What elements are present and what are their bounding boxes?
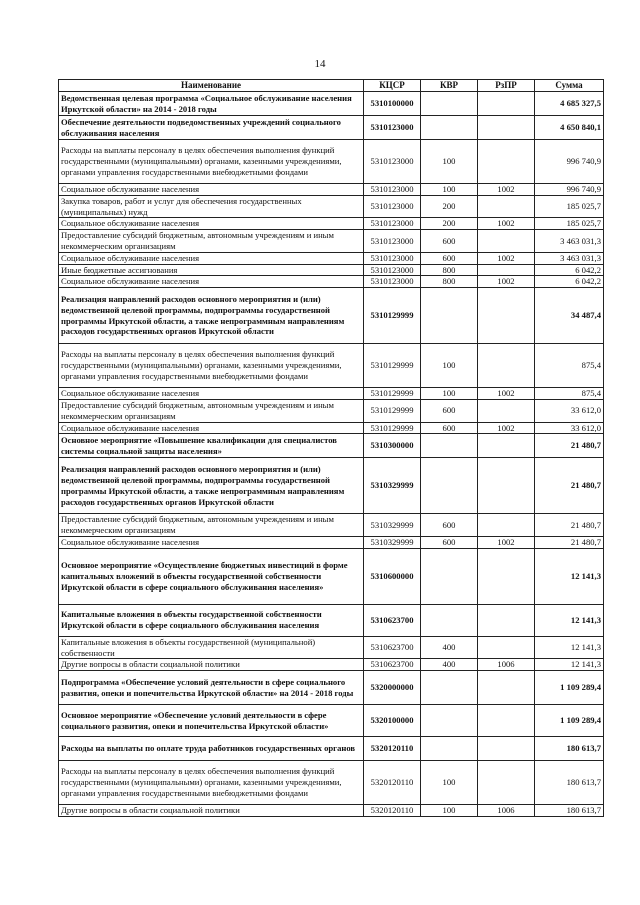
row-name-cell: Социальное обслуживание населения	[59, 218, 364, 230]
row-kcsr-cell: 5310129999	[364, 388, 421, 400]
row-kvr-cell: 200	[421, 218, 478, 230]
row-sum-cell: 6 042,2	[535, 264, 604, 276]
row-kvr-cell: 100	[421, 761, 478, 805]
row-sum-cell: 21 480,7	[535, 536, 604, 548]
row-kvr-cell	[421, 671, 478, 705]
row-name-cell: Социальное обслуживание населения	[59, 252, 364, 264]
row-kcsr-cell: 5310123000	[364, 230, 421, 253]
row-name-cell: Иные бюджетные ассигнования	[59, 264, 364, 276]
row-kcsr-cell: 5310123000	[364, 218, 421, 230]
table-row	[59, 252, 604, 264]
row-rzpr-cell	[478, 288, 535, 344]
row-name-cell: Расходы на выплаты персоналу в целях обеспечения выполнения функций государственными (муниципальными) органами, казенными учреждениями, органами управления государственными внебюджетными фондами	[59, 761, 364, 805]
header-kvr: КВР	[421, 80, 478, 92]
row-name-cell: Ведомственная целевая программа «Социальное обслуживание населения Иркутской области» на 2014 - 2018 годы	[59, 92, 364, 116]
table-row	[59, 195, 604, 218]
table-row	[59, 184, 604, 196]
table-row	[59, 705, 604, 737]
row-kcsr-cell: 5320120110	[364, 737, 421, 761]
row-kcsr-cell: 5310123000	[364, 276, 421, 288]
row-kvr-cell	[421, 92, 478, 116]
row-sum-cell: 21 480,7	[535, 458, 604, 514]
row-kvr-cell	[421, 458, 478, 514]
row-sum-cell: 3 463 031,3	[535, 230, 604, 253]
row-kvr-cell: 100	[421, 184, 478, 196]
row-sum-cell: 33 612,0	[535, 422, 604, 434]
table-row	[59, 116, 604, 140]
row-rzpr-cell	[478, 230, 535, 253]
row-kvr-cell: 600	[421, 514, 478, 537]
row-sum-cell: 21 480,7	[535, 514, 604, 537]
table-row	[59, 422, 604, 434]
row-rzpr-cell: 1006	[478, 659, 535, 671]
row-rzpr-cell	[478, 399, 535, 422]
row-sum-cell: 33 612,0	[535, 399, 604, 422]
row-name-cell: Социальное обслуживание населения	[59, 184, 364, 196]
row-kvr-cell	[421, 116, 478, 140]
row-sum-cell: 4 650 840,1	[535, 116, 604, 140]
row-rzpr-cell	[478, 737, 535, 761]
row-name-cell: Расходы на выплаты по оплате труда работников государственных органов	[59, 737, 364, 761]
header-kcsr: КЦСР	[364, 80, 421, 92]
row-sum-cell: 12 141,3	[535, 548, 604, 604]
row-kvr-cell: 400	[421, 636, 478, 659]
row-kvr-cell: 100	[421, 140, 478, 184]
row-rzpr-cell: 1002	[478, 184, 535, 196]
row-sum-cell: 996 740,9	[535, 140, 604, 184]
row-rzpr-cell	[478, 264, 535, 276]
row-rzpr-cell: 1002	[478, 536, 535, 548]
row-sum-cell: 875,4	[535, 344, 604, 388]
row-kcsr-cell: 5320100000	[364, 705, 421, 737]
row-sum-cell: 12 141,3	[535, 636, 604, 659]
row-sum-cell: 1 109 289,4	[535, 671, 604, 705]
table-header-row	[59, 80, 604, 92]
header-name: Наименование	[59, 80, 364, 92]
row-rzpr-cell	[478, 116, 535, 140]
row-name-cell: Капитальные вложения в объекты государственной собственности Иркутской области в сфере социального обслуживания населения	[59, 604, 364, 636]
row-sum-cell: 12 141,3	[535, 659, 604, 671]
row-name-cell: Предоставление субсидий бюджетным, автономным учреждениям и иным некоммерческим организациям	[59, 230, 364, 253]
row-kcsr-cell: 5310123000	[364, 252, 421, 264]
row-rzpr-cell	[478, 761, 535, 805]
row-kcsr-cell: 5310623700	[364, 636, 421, 659]
row-kcsr-cell: 5310123000	[364, 116, 421, 140]
table-row	[59, 636, 604, 659]
row-kcsr-cell: 5310300000	[364, 434, 421, 458]
table-row	[59, 536, 604, 548]
row-kvr-cell: 600	[421, 422, 478, 434]
row-name-cell: Основное мероприятие «Повышение квалификации для специалистов системы социальной защиты населения»	[59, 434, 364, 458]
table-row	[59, 399, 604, 422]
row-kvr-cell: 100	[421, 344, 478, 388]
row-sum-cell: 34 487,4	[535, 288, 604, 344]
table-row	[59, 805, 604, 817]
table-row	[59, 737, 604, 761]
row-sum-cell: 1 109 289,4	[535, 705, 604, 737]
row-name-cell: Предоставление субсидий бюджетным, автономным учреждениям и иным некоммерческим организациям	[59, 514, 364, 537]
row-kcsr-cell: 5310100000	[364, 92, 421, 116]
row-name-cell: Капитальные вложения в объекты государственной (муниципальной) собственности	[59, 636, 364, 659]
row-name-cell: Закупка товаров, работ и услуг для обеспечения государственных (муниципальных) нужд	[59, 195, 364, 218]
row-name-cell: Основное мероприятие «Обеспечение условий деятельности в сфере социального развития, опеки и попечительства Иркутской области»	[59, 705, 364, 737]
row-kvr-cell	[421, 548, 478, 604]
row-name-cell: Социальное обслуживание населения	[59, 422, 364, 434]
row-sum-cell: 185 025,7	[535, 195, 604, 218]
row-kvr-cell: 200	[421, 195, 478, 218]
row-kcsr-cell: 5310600000	[364, 548, 421, 604]
row-kvr-cell	[421, 288, 478, 344]
table-row	[59, 434, 604, 458]
row-sum-cell: 3 463 031,3	[535, 252, 604, 264]
row-name-cell: Расходы на выплаты персоналу в целях обеспечения выполнения функций государственными (муниципальными) органами, казенными учреждениями, органами управления государственными внебюджетными фондами	[59, 140, 364, 184]
table-row	[59, 344, 604, 388]
row-kcsr-cell: 5310129999	[364, 399, 421, 422]
row-sum-cell: 180 613,7	[535, 805, 604, 817]
row-rzpr-cell	[478, 140, 535, 184]
table-row	[59, 230, 604, 253]
table-row	[59, 92, 604, 116]
row-kvr-cell	[421, 434, 478, 458]
table-row	[59, 761, 604, 805]
row-rzpr-cell	[478, 671, 535, 705]
row-kvr-cell: 800	[421, 264, 478, 276]
row-rzpr-cell	[478, 514, 535, 537]
row-rzpr-cell: 1002	[478, 422, 535, 434]
row-rzpr-cell	[478, 92, 535, 116]
row-kvr-cell: 100	[421, 388, 478, 400]
row-name-cell: Социальное обслуживание населения	[59, 536, 364, 548]
row-kvr-cell: 600	[421, 230, 478, 253]
row-kcsr-cell: 5310129999	[364, 288, 421, 344]
row-name-cell: Основное мероприятие «Осуществление бюджетных инвестиций в форме капитальных вложений в объекты государственной собственности Иркутской области в сфере социального обслуживания населения»	[59, 548, 364, 604]
row-name-cell: Подпрограмма «Обеспечение условий деятельности в сфере социального развития, опеки и попечительства Иркутской области» на 2014 - 2018 годы	[59, 671, 364, 705]
row-rzpr-cell: 1002	[478, 218, 535, 230]
row-kvr-cell: 400	[421, 659, 478, 671]
row-name-cell: Расходы на выплаты персоналу в целях обеспечения выполнения функций государственными (муниципальными) органами, казенными учреждениями, органами управления государственными внебюджетными фондами	[59, 344, 364, 388]
table-row	[59, 276, 604, 288]
row-kcsr-cell: 5310129999	[364, 344, 421, 388]
row-sum-cell: 180 613,7	[535, 737, 604, 761]
table-row	[59, 218, 604, 230]
table-row	[59, 388, 604, 400]
row-kcsr-cell: 5320000000	[364, 671, 421, 705]
table-row	[59, 671, 604, 705]
row-kvr-cell	[421, 705, 478, 737]
budget-table	[58, 79, 604, 817]
row-rzpr-cell	[478, 548, 535, 604]
row-rzpr-cell	[478, 434, 535, 458]
row-rzpr-cell: 1002	[478, 252, 535, 264]
row-name-cell: Социальное обслуживание населения	[59, 276, 364, 288]
row-rzpr-cell	[478, 636, 535, 659]
row-kvr-cell: 800	[421, 276, 478, 288]
table-row	[59, 659, 604, 671]
row-kcsr-cell: 5310123000	[364, 195, 421, 218]
header-sum: Сумма	[535, 80, 604, 92]
row-rzpr-cell: 1002	[478, 388, 535, 400]
row-rzpr-cell	[478, 195, 535, 218]
row-kcsr-cell: 5310129999	[364, 422, 421, 434]
row-kcsr-cell: 5310623700	[364, 659, 421, 671]
row-sum-cell: 6 042,2	[535, 276, 604, 288]
row-kvr-cell: 600	[421, 536, 478, 548]
row-sum-cell: 12 141,3	[535, 604, 604, 636]
row-sum-cell: 4 685 327,5	[535, 92, 604, 116]
table-row	[59, 288, 604, 344]
table-row	[59, 548, 604, 604]
row-sum-cell: 180 613,7	[535, 761, 604, 805]
row-sum-cell: 875,4	[535, 388, 604, 400]
page-number: 14	[314, 58, 326, 70]
row-name-cell: Другие вопросы в области социальной политики	[59, 659, 364, 671]
row-sum-cell: 996 740,9	[535, 184, 604, 196]
row-rzpr-cell: 1006	[478, 805, 535, 817]
row-kcsr-cell: 5320120110	[364, 761, 421, 805]
row-kcsr-cell: 5310329999	[364, 458, 421, 514]
row-kcsr-cell: 5320120110	[364, 805, 421, 817]
row-kvr-cell: 600	[421, 252, 478, 264]
row-name-cell: Реализация направлений расходов основного мероприятия и (или) ведомственной целевой программы, подпрограммы государственной программы Иркутской области, а также непрограммным направлениям расходов государственных органов Иркутской области	[59, 288, 364, 344]
row-kcsr-cell: 5310123000	[364, 184, 421, 196]
row-kvr-cell: 100	[421, 805, 478, 817]
row-kvr-cell: 600	[421, 399, 478, 422]
table-row	[59, 458, 604, 514]
row-rzpr-cell	[478, 604, 535, 636]
row-name-cell: Другие вопросы в области социальной политики	[59, 805, 364, 817]
header-rzpr: РзПР	[478, 80, 535, 92]
row-kcsr-cell: 5310329999	[364, 536, 421, 548]
table-row	[59, 140, 604, 184]
table-row	[59, 514, 604, 537]
row-kcsr-cell: 5310623700	[364, 604, 421, 636]
table-row	[59, 604, 604, 636]
row-name-cell: Социальное обслуживание населения	[59, 388, 364, 400]
row-sum-cell: 21 480,7	[535, 434, 604, 458]
row-name-cell: Предоставление субсидий бюджетным, автономным учреждениям и иным некоммерческим организациям	[59, 399, 364, 422]
row-kvr-cell	[421, 737, 478, 761]
row-rzpr-cell	[478, 458, 535, 514]
row-kcsr-cell: 5310123000	[364, 264, 421, 276]
row-name-cell: Обеспечение деятельности подведомственных учреждений социального обслуживания населения	[59, 116, 364, 140]
row-rzpr-cell	[478, 705, 535, 737]
row-kcsr-cell: 5310123000	[364, 140, 421, 184]
row-sum-cell: 185 025,7	[535, 218, 604, 230]
row-rzpr-cell: 1002	[478, 276, 535, 288]
table-row	[59, 264, 604, 276]
row-rzpr-cell	[478, 344, 535, 388]
row-kvr-cell	[421, 604, 478, 636]
row-name-cell: Реализация направлений расходов основного мероприятия и (или) ведомственной целевой программы, подпрограммы государственной программы Иркутской области, а также непрограммным направлениям расходов государственных органов Иркутской области	[59, 458, 364, 514]
row-kcsr-cell: 5310329999	[364, 514, 421, 537]
